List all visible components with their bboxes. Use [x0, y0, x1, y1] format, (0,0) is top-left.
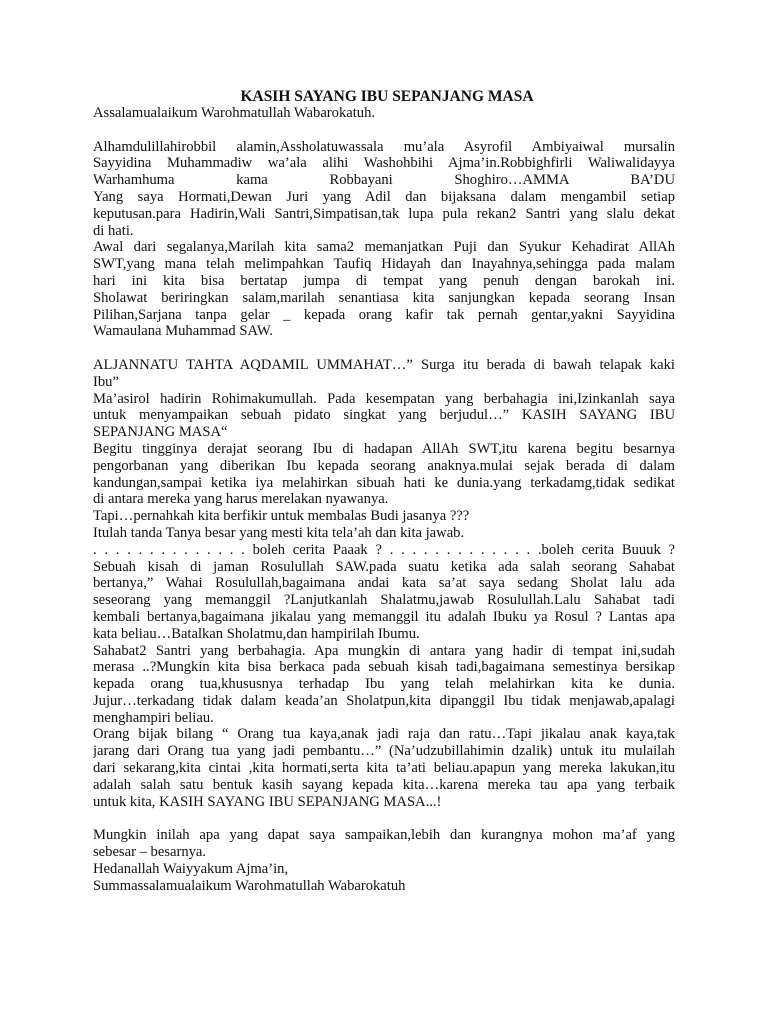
text-line: Orang bijak bilang “ Orang tua kaya,anak jadi raja dan ratu…Tapi jikalau anak kaya,tak: [93, 726, 675, 743]
paragraph: [93, 357, 675, 391]
document-title: KASIH SAYANG IBU SEPANJANG MASA: [240, 88, 534, 105]
text-line: Mungkin inilah apa yang dapat saya sampaikan,lebih dan kurangnya mohon ma’af yang: [93, 827, 675, 844]
document-body: [93, 105, 675, 894]
text-line: Ibu”: [93, 373, 119, 390]
text-line: ALJANNATU TAHTA AQDAMIL UMMAHAT…” Surga itu berada di bawah telapak kaki: [93, 356, 675, 373]
paragraph: [93, 105, 675, 122]
text-line: Ma’asirol hadirin Rohimakumullah. Pada kesempatan yang berbahagia ini,Izinkanlah saya: [93, 390, 675, 407]
text-line: jarang dari Orang tua yang jadi pembantu…” (Na’udzubillahimin dzalik) untuk itu mulailah: [93, 743, 675, 760]
paragraph: [93, 827, 675, 861]
text-line: kembali bertanya,bagaimana jikalau yang memanggil itu adalah Ibuku ya Rosul ? Lantas apa: [93, 608, 675, 625]
text-line: Assalamualaikum Warohmatullah Wabarokatuh.: [93, 105, 376, 121]
text-line: Awal dari segalanya,Marilah kita sama2 memanjatkan Puji dan Syukur Kehadirat AllAh: [93, 239, 675, 256]
text-line: dari sekarang,kita cintai ,kita hormati,serta kita ta’ati beliau.apapun yang mereka lakukan,itu: [93, 760, 675, 777]
text-line: adalah salah satu bentuk kasih sayang kepada kita…karena mereka tau apa yang terbaik: [93, 776, 675, 793]
paragraph: [93, 878, 675, 895]
text-line: . . . . . . . . . . . . . . boleh cerita Paaak ? . . . . . . . . . . . . . .boleh cerita Buuuk ?: [93, 541, 675, 558]
document-page: [93, 88, 675, 894]
text-line: untuk kita, KASIH SAYANG IBU SEPANJANG MASA...!: [93, 793, 442, 810]
paragraph: [93, 391, 675, 441]
text-line: Warhamhuma kama Robbayani Shoghiro…AMMA BA’DU: [93, 172, 675, 189]
text-line: Sayyidina Muhammadiw wa’ala alihi Washohbihi Ajma’in.Robbighfirli Waliwalidayya: [93, 155, 675, 172]
text-line: Begitu tingginya derajat seorang Ibu di hadapan AllAh SWT,itu karena begitu besarnya: [93, 440, 675, 457]
paragraph: [93, 861, 675, 878]
text-line: merasa ..?Mungkin kita bisa berkaca pada sebuah kisah tadi,bagaimana semestinya bersikap: [93, 659, 675, 676]
paragraph: [93, 542, 675, 643]
text-line: menghampiri beliau.: [93, 709, 214, 726]
text-line: seseorang yang memanggil ?Lanjutkanlah Shalatmu,jawab Rosulullah.Lalu Sahabat tadi: [93, 592, 675, 609]
text-line: Tapi…pernahkah kita berfikir untuk membalas Budi jasanya ???: [93, 508, 470, 525]
text-line: kepada orang tua,khususnya terhadap Ibu yang telah melahirkan kita ke dunia.: [93, 676, 675, 693]
paragraph: [93, 441, 675, 508]
text-line: Summassalamualaikum Warohmatullah Wabarokatuh: [93, 877, 406, 894]
text-line: untuk menyampaikan sebuah pidato singkat yang berjudul…” KASIH SAYANG IBU: [93, 407, 675, 424]
paragraph: [93, 239, 675, 340]
text-line: pengorbanan yang diberikan Ibu kepada seorang anaknya.mulai sejak berada di dalam: [93, 457, 675, 474]
text-line: Itulah tanda Tanya besar yang mesti kita tela’ah dan kita jawab.: [93, 524, 465, 541]
paragraph: [93, 726, 675, 810]
text-line: di antara mereka yang harus merelakan nyawanya.: [93, 491, 389, 508]
text-line: kata beliau…Batalkan Sholatmu,dan hampirilah Ibumu.: [93, 625, 420, 642]
text-line: SWT,yang mana telah melimpahkan Taufiq Hidayah dan Inayahnya,sehingga pada malam: [93, 256, 675, 273]
text-line: Wamaulana Muhammad SAW.: [93, 323, 273, 340]
text-line: keputusan.para Hadirin,Wali Santri,Simpatisan,tak lupa pula rekan2 Santri yang slalu dekat: [93, 205, 675, 222]
text-line: Sebuah kisah di jaman Rosulullah SAW.pada suatu ketika ada salah seorang Sahabat: [93, 558, 675, 575]
paragraph: [93, 508, 675, 525]
text-line: Hedanallah Waiyyakum Ajma’in,: [93, 860, 289, 877]
text-line: Sahabat2 Santri yang berbahagia. Apa mungkin di antara yang hadir di tempat ini,sudah: [93, 642, 675, 659]
text-line: bertanya,” Wahai Rosulullah,bagaimana andai kata sa’at saya sedang Sholat lalu ada: [93, 575, 675, 592]
text-line: SEPANJANG MASA“: [93, 424, 228, 441]
text-line: Alhamdulillahirobbil alamin,Assholatuwassala mu’ala Asyrofil Ambiyaiwal mursalin: [93, 138, 675, 155]
paragraph: [93, 139, 675, 240]
text-line: hari ini kita bisa bertatap jumpa di tempat yang penuh dengan barokah ini.: [93, 272, 675, 289]
text-line: Jujur…terkadang tidak dalam keada’an Sholatpun,kita dipanggil Ibu tidak menjawab,apalagi: [93, 692, 675, 709]
text-line: Sholawat beriringkan salam,marilah senantiasa kita sanjungkan kepada seorang Insan: [93, 289, 675, 306]
paragraph: [93, 643, 675, 727]
text-line: kandungan,sampai ketika iya melahirkan sibuah hati ke dunia.yang terkadamg,tidak sedikat: [93, 474, 675, 491]
text-line: Pilihan,Sarjana tanpa gelar _ kepada orang kafir tak pernah gentar,yakni Sayyidina: [93, 306, 675, 323]
text-line: di hati.: [93, 222, 134, 239]
paragraph: [93, 525, 675, 542]
text-line: sebesar – besarnya.: [93, 844, 207, 861]
text-line: Yang saya Hormati,Dewan Juri yang Adil dan bijaksana dalam mengambil setiap: [93, 188, 675, 205]
